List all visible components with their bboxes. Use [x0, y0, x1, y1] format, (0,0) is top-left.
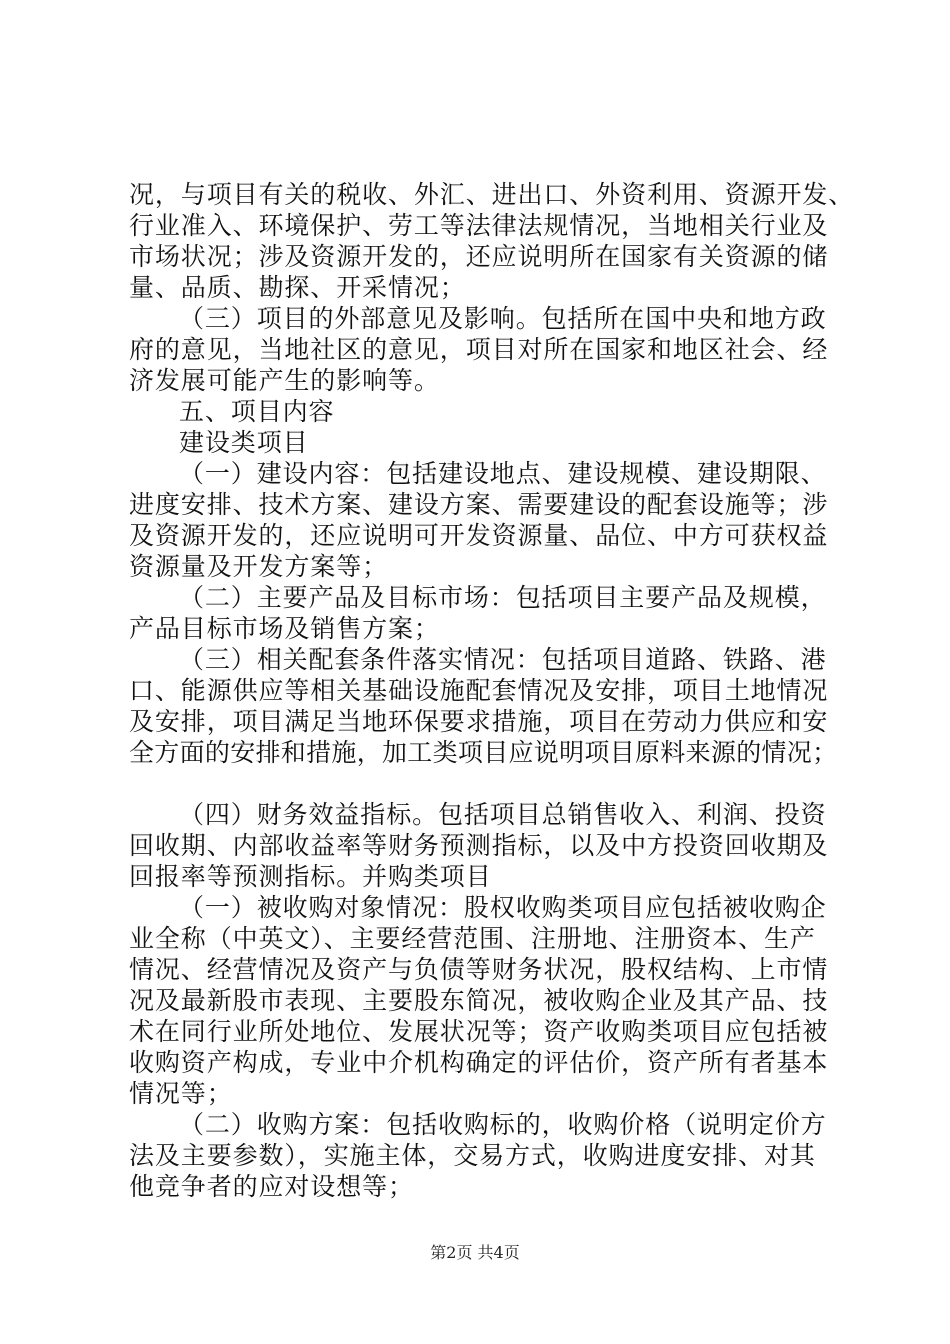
text-line: （三）项目的外部意见及影响。包括所在国中央和地方政 — [179, 304, 827, 333]
text-line: 及资源开发的，还应说明可开发资源量、品位、中方可获权益 — [129, 521, 829, 550]
text-line: 口、能源供应等相关基础设施配套情况及安排，项目土地情况 — [129, 676, 829, 705]
text-line: 产品目标市场及销售方案； — [129, 614, 440, 643]
text-line: 法及主要参数），实施主体，交易方式，收购进度安排、对其 — [129, 1141, 816, 1170]
text-line: 况及最新股市表现、主要股东简况，被收购企业及其产品、技 — [129, 986, 829, 1015]
text-line: （二）收购方案：包括收购标的，收购价格（说明定价方 — [179, 1110, 827, 1139]
text-line: （二）主要产品及目标市场：包括项目主要产品及规模， — [179, 583, 827, 612]
text-line: （一）建设内容：包括建设地点、建设规模、建设期限、 — [179, 459, 827, 488]
text-line: 量、品质、勘探、开采情况； — [129, 273, 466, 302]
text-line: 市场状况；涉及资源开发的，还应说明所在国家有关资源的储 — [129, 242, 829, 271]
text-line: 济发展可能产生的影响等。 — [129, 366, 440, 395]
subsection-heading: 建设类项目 — [179, 428, 309, 457]
page-number-footer: 第2页 共4页 — [430, 1243, 520, 1262]
text-line: 情况等； — [129, 1079, 233, 1108]
section-heading: 五、项目内容 — [179, 397, 335, 426]
text-line: 况，与项目有关的税收、外汇、进出口、外资利用、资源开发、 — [129, 180, 855, 209]
text-line: 行业准入、环境保护、劳工等法律法规情况，当地相关行业及 — [129, 211, 829, 240]
text-line: （一）被收购对象情况：股权收购类项目应包括被收购企 — [179, 893, 827, 922]
text-line: 全方面的安排和措施，加工类项目应说明项目原料来源的情况； — [129, 738, 838, 767]
text-line: （四）财务效益指标。包括项目总销售收入、利润、投资 — [179, 800, 827, 829]
text-line: 他竞争者的应对设想等； — [129, 1172, 414, 1201]
text-line: 术在同行业所处地位、发展状况等；资产收购类项目应包括被 — [129, 1017, 829, 1046]
text-line: （三）相关配套条件落实情况：包括项目道路、铁路、港 — [179, 645, 827, 674]
text-line: 进度安排、技术方案、建设方案、需要建设的配套设施等；涉 — [129, 490, 829, 519]
text-line: 情况、经营情况及资产与负债等财务状况，股权结构、上市情 — [129, 955, 829, 984]
text-line: 及安排，项目满足当地环保要求措施，项目在劳动力供应和安 — [129, 707, 829, 736]
text-line: 业全称（中英文）、主要经营范围、注册地、注册资本、生产 — [129, 924, 816, 953]
text-line: 府的意见，当地社区的意见，项目对所在国家和地区社会、经 — [129, 335, 829, 364]
text-line: 收购资产构成，专业中介机构确定的评估价，资产所有者基本 — [129, 1048, 829, 1077]
text-line: 资源量及开发方案等； — [129, 552, 389, 581]
text-line: 回收期、内部收益率等财务预测指标，以及中方投资回收期及 — [129, 831, 829, 860]
text-line: 回报率等预测指标。并购类项目 — [129, 862, 492, 891]
